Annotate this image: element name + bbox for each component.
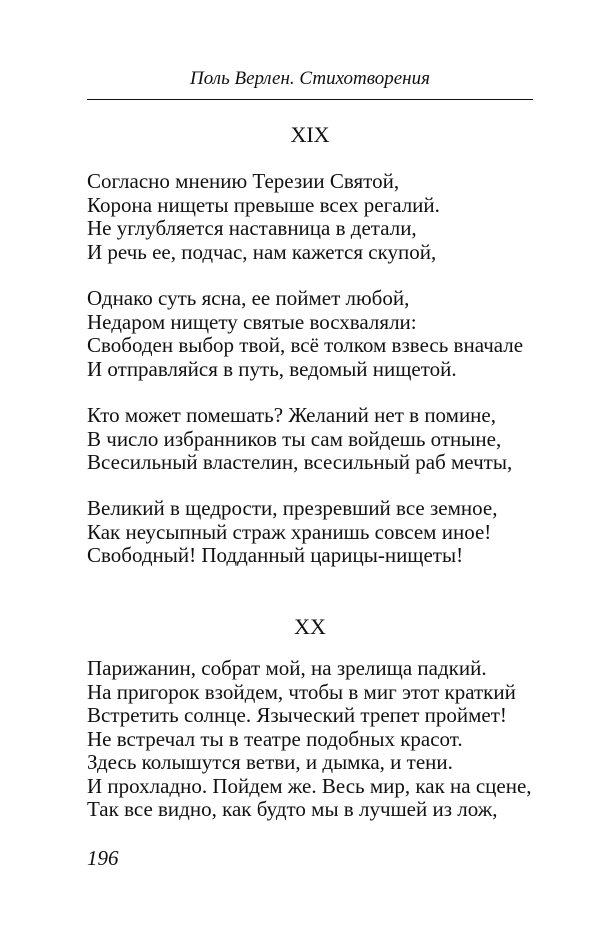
verse-line: Парижанин, собрат мой, на зрелища падкий. — [87, 656, 487, 680]
verse-line: И отправляйся в путь, ведомый нищетой. — [87, 356, 457, 381]
verse-line: Так все видно, как будто мы в лучшей из лож, — [87, 797, 498, 821]
poem-number: XX — [294, 614, 326, 639]
verse-line: Здесь колышутся ветви, и дымка, и тени. — [87, 750, 453, 774]
stanza — [87, 497, 557, 568]
verse-line: Свободный! Подданный царицы-нищеты! — [87, 543, 464, 567]
verse-line: На пригорок взойдем, чтобы в миг этот краткий — [87, 679, 516, 704]
verse-line: Как неусыпный страж хранишь совсем иное! — [87, 519, 492, 544]
verse-line: Согласно мнению Терезии Святой, — [87, 169, 400, 193]
poem-number: XIX — [290, 122, 330, 147]
verse-line: Всесильный властелин, всесильный раб мечты, — [87, 450, 513, 474]
verse-line: И речь ее, подчас, нам кажется скупой, — [87, 239, 437, 264]
verse-line: В число избранников ты сам войдешь отныне, — [87, 426, 502, 451]
stanza — [87, 404, 557, 475]
stanza — [87, 657, 557, 822]
verse-line: Не встречал ты в театре подобных красот. — [87, 726, 463, 751]
verse-line: Не углубляется наставница в детали, — [87, 216, 417, 240]
verse-line: Корона нищеты превыше всех регалий. — [87, 192, 440, 217]
verse-line: Свободен выбор твой, всё толком взвесь вначале — [87, 333, 524, 357]
verse-line: И прохладно. Пойдем же. Весь мир, как на сцене, — [87, 773, 532, 798]
verse-line: Встретить солнце. Языческий трепет проймет! — [87, 703, 507, 727]
verse-line: Великий в щедрости, презревший все земное, — [87, 496, 498, 520]
page-number: 196 — [87, 846, 119, 870]
verse-line: Кто может помешать? Желаний нет в помине, — [87, 403, 496, 427]
verse-line: Однако суть ясна, ее поймет любой, — [87, 286, 410, 310]
stanza — [87, 170, 557, 264]
running-head: Поль Верлен. Стихотворения — [190, 68, 430, 89]
header-rule — [87, 99, 533, 100]
verse-line: Недаром нищету святые восхваляли: — [87, 309, 417, 334]
stanza — [87, 287, 557, 381]
